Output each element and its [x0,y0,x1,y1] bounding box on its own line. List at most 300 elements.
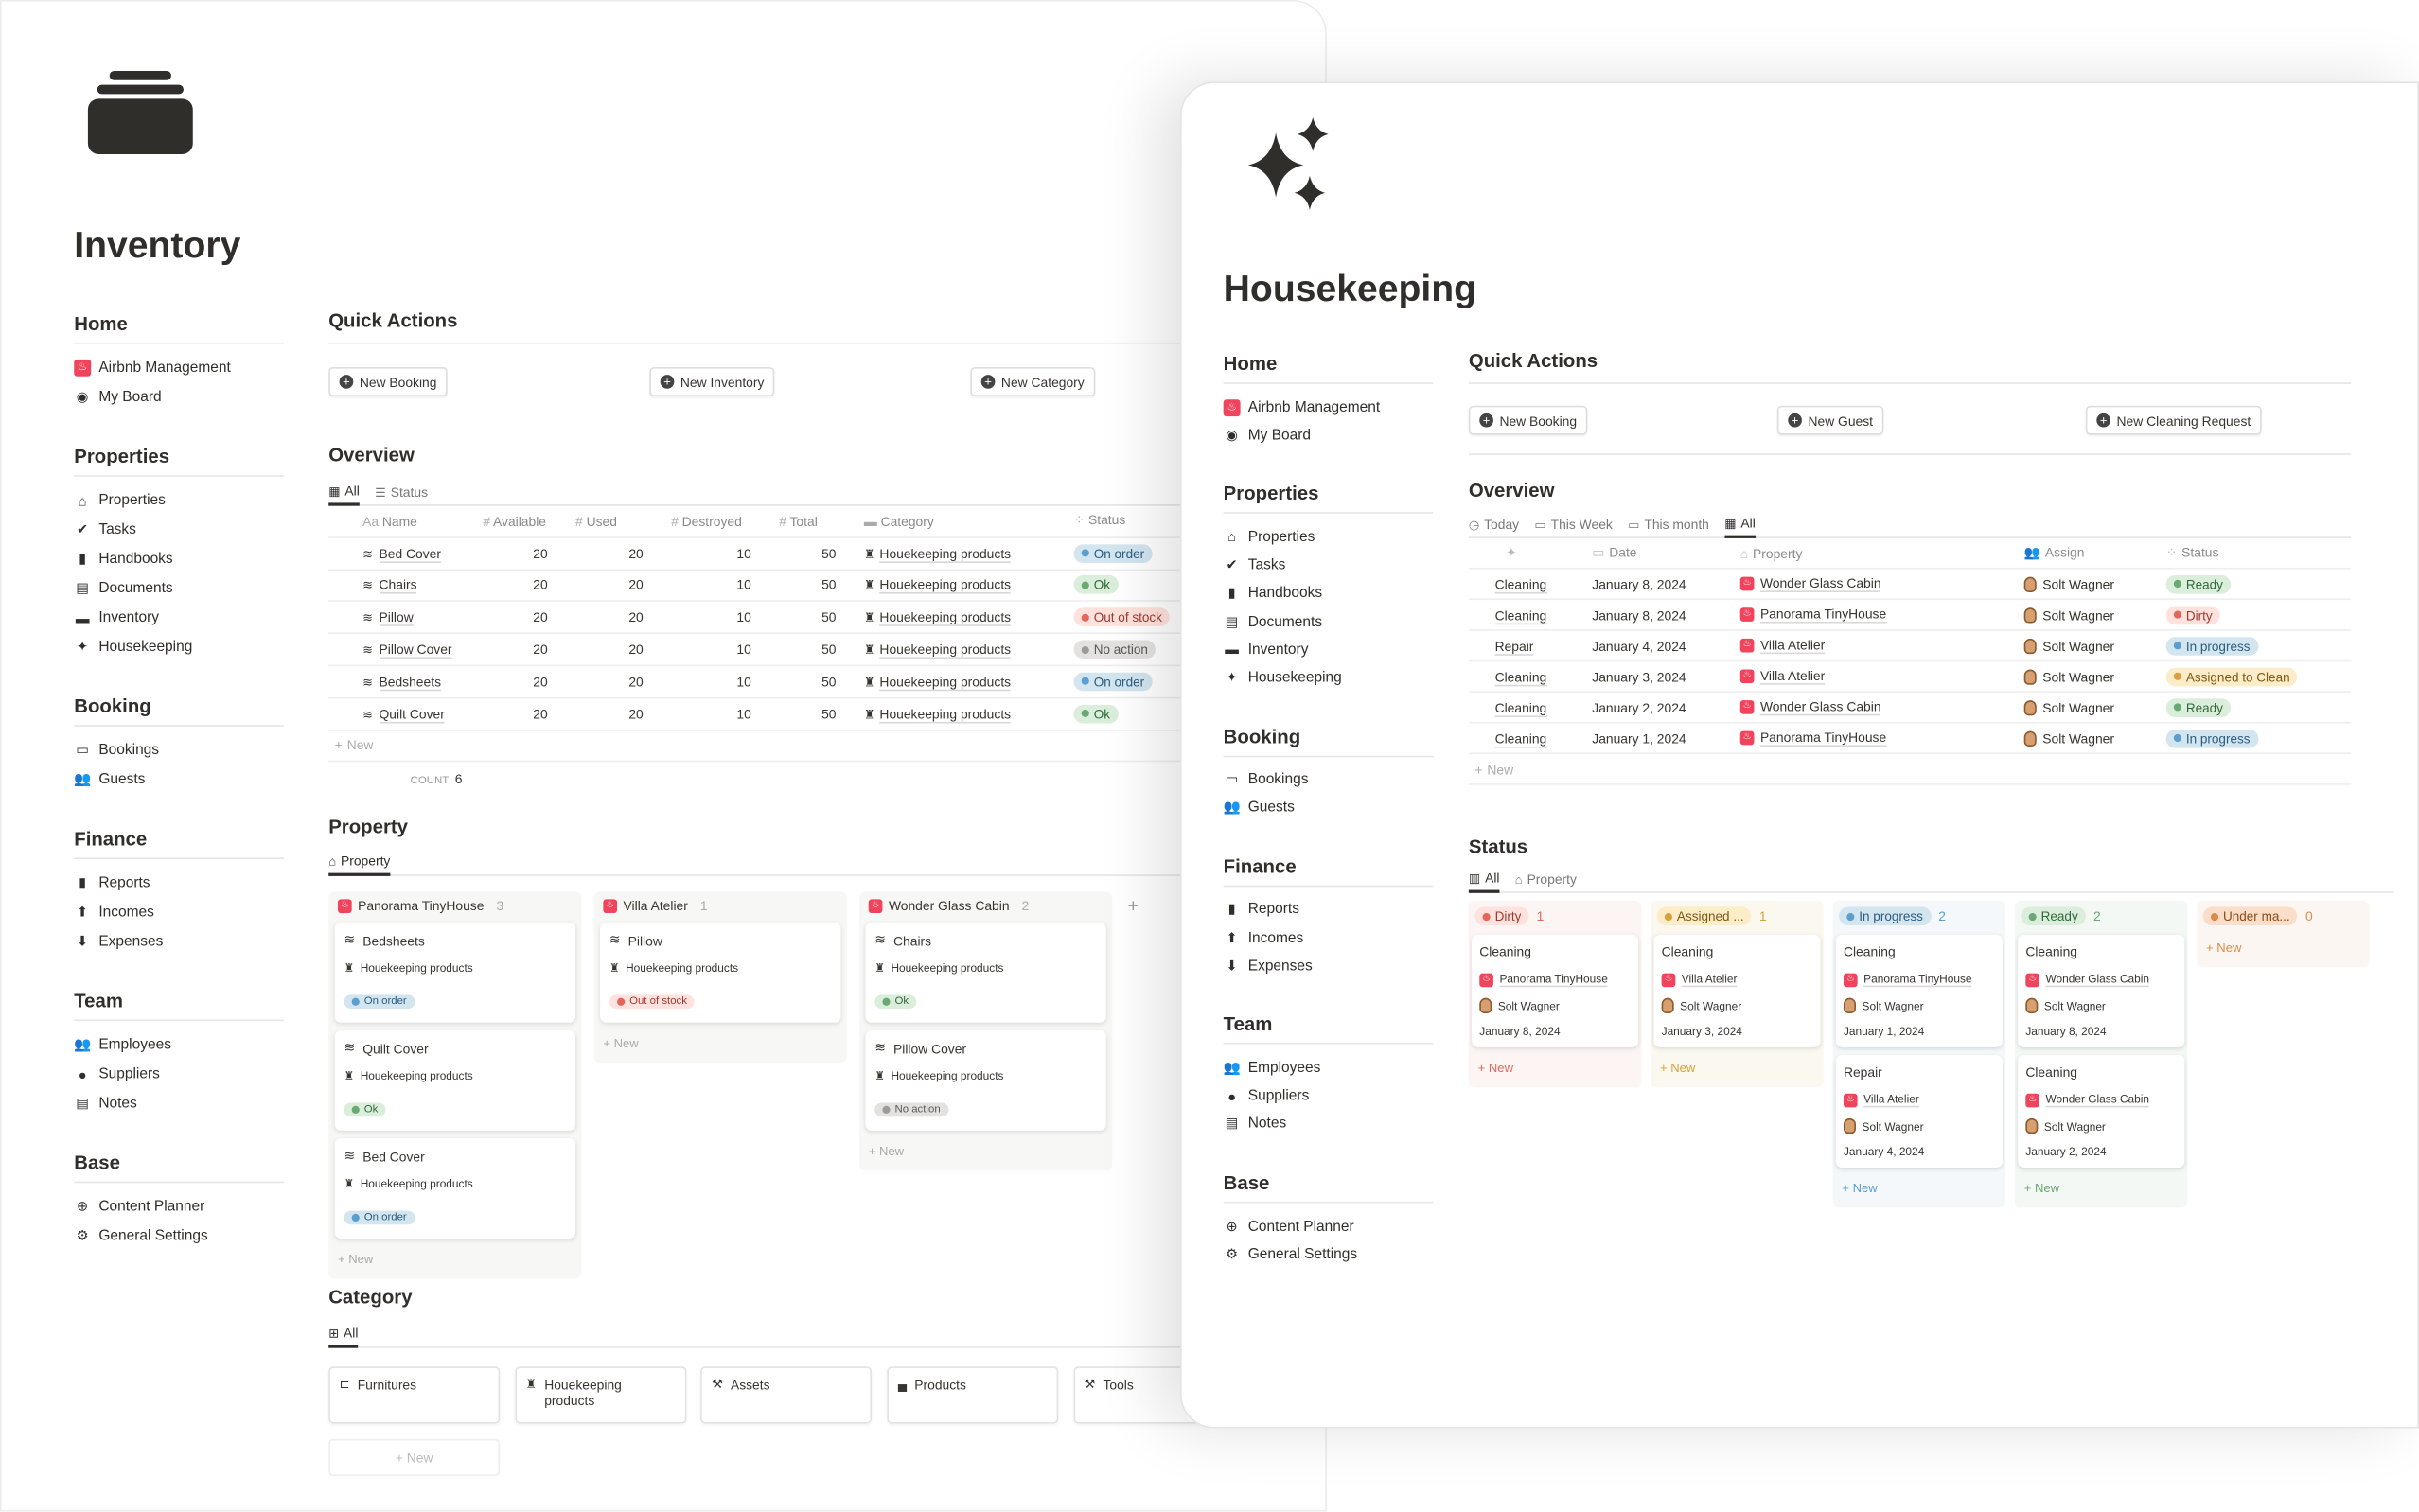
sidebar [1224,353,1434,1302]
sidebar-item-documents[interactable] [1224,607,1434,636]
tab-all[interactable] [1724,511,1756,537]
sidebar-item-suppliers[interactable] [74,1060,284,1089]
plus-icon: + [1842,1181,1853,1196]
card-date: January 3, 2024 [1661,1024,1742,1039]
sidebar-item-guests[interactable] [1224,794,1434,822]
section-title: Property [328,816,409,838]
status-badge [1074,704,1119,723]
table-row[interactable] [1469,631,2351,662]
status-dot [1082,582,1089,589]
group-count: 3 [496,897,504,914]
category-text: Houekeeping products [891,1068,1004,1083]
sidebar-heading: Team [74,991,284,1022]
new-label: New [1852,1181,1878,1196]
sidebar-item-label: Reports [1247,901,1299,919]
table-row[interactable] [328,666,1327,698]
card-category [874,1069,1097,1083]
status-label: On order [1093,674,1145,690]
card-title [874,1040,1097,1057]
assignee-name: Solt Wagner [1680,998,1742,1013]
cell-category[interactable] [845,609,1046,624]
view-tabs [1469,867,2394,893]
plus-circle-icon: + [1479,413,1493,428]
sidebar-item-incomes[interactable] [1224,924,1434,953]
tab-label: This Week [1550,517,1613,533]
cell-available: 20 [533,545,548,561]
sidebar-item-guests[interactable] [74,765,284,795]
sidebar-item-content-planner[interactable] [1224,1212,1434,1240]
cell-type[interactable] [1469,607,1592,622]
status-label: On order [363,996,407,1008]
section-title: Category [328,1286,413,1309]
column-header-status[interactable] [1046,513,1169,530]
sidebar-item-handbooks[interactable] [74,544,284,573]
grid-icon: ⊞ [328,1326,340,1340]
user-circle-icon: ◉ [76,388,89,405]
list-icon: ☰ [375,484,386,500]
new-card-button[interactable] [2197,935,2370,961]
cell-status [2166,667,2352,686]
cell-property[interactable] [1740,637,2024,654]
arrow-down-circle-icon: ⬇ [1226,958,1238,974]
new-card-button[interactable] [1469,1055,1642,1081]
sidebar-item-label: Employees [1247,1059,1321,1077]
table-row[interactable] [328,602,1327,634]
plus-icon: + [2206,941,2217,956]
stack-icon: ≋ [344,1039,356,1055]
cell-category[interactable] [845,706,1046,721]
avatar-icon [2025,1118,2038,1134]
type-text: Cleaning [1494,607,1547,623]
tab-label: This month [1644,517,1709,533]
sidebar-item-housekeeping[interactable] [1224,663,1434,692]
new-row-button[interactable] [1469,754,2351,785]
button-label: New Inventory [680,374,765,390]
group-count: 1 [699,897,708,914]
cell-destroyed: 10 [736,642,751,658]
board-card[interactable] [1836,935,2003,1047]
cell-category[interactable] [845,674,1046,689]
new-booking-button[interactable] [328,367,448,396]
section-title: Overview [1468,479,1555,501]
stack-icon: ≋ [344,1147,356,1164]
cell-category[interactable] [845,577,1046,592]
cell-name[interactable] [328,546,464,561]
category-card[interactable] [515,1366,686,1423]
table-row[interactable] [328,634,1327,666]
cell-type[interactable] [1469,576,1592,591]
plus-icon: + [2023,1181,2035,1196]
sidebar-item-expenses[interactable] [74,927,284,957]
column-header[interactable] [1592,544,1739,561]
sidebar-section [74,695,284,794]
sidebar-item-documents[interactable] [74,573,284,603]
board-card[interactable] [2018,1055,2184,1168]
column-header [1833,901,2006,935]
board-card[interactable] [1653,935,1820,1047]
board-column [2197,901,2370,967]
board-card[interactable] [1472,935,1638,1047]
cell-type[interactable] [1469,699,1592,714]
sidebar-section [74,446,284,661]
stack-icon: ≋ [609,931,621,947]
calendar-icon: ▭ [1534,517,1546,532]
count-value: 6 [454,771,463,787]
card-date: January 8, 2024 [2025,1024,2107,1039]
sidebar-section [74,991,284,1118]
sidebar-item-label: Suppliers [98,1065,160,1083]
tab-all[interactable] [1469,866,1500,892]
airbnb-icon: ♨ [1740,577,1755,591]
assignee-name: Solt Wagner [2042,575,2115,592]
new-card-button[interactable] [594,1030,847,1057]
globe-icon: ⊕ [1226,1218,1238,1234]
avatar-icon [1662,998,1674,1013]
sidebar-item-content-planner[interactable] [74,1192,284,1222]
sidebar-item-handbooks[interactable] [1224,580,1434,608]
column-header-available[interactable] [465,514,557,529]
status-label: Under ma... [2222,908,2290,924]
table-row[interactable] [328,570,1327,602]
sidebar-item-notes[interactable] [1224,1110,1434,1138]
cell-destroyed: 10 [736,609,751,625]
cleaning-icon: ♜ [874,960,885,976]
cell-name[interactable] [328,674,464,689]
sidebar-item-tasks[interactable] [74,515,284,544]
airbnb-icon: ♨ [1662,973,1676,987]
sidebar-item-airbnb-management[interactable] [74,353,284,382]
avatar-icon [1479,998,1492,1013]
sidebar-item-label: Housekeeping [1247,669,1342,687]
page-title: Inventory [74,224,241,268]
plus-icon: + [1477,1061,1489,1076]
status-dot [352,1214,360,1222]
tab-label: Property [340,853,391,869]
cell-total: 50 [821,545,837,561]
new-card-button[interactable] [859,1138,1112,1165]
cell-property[interactable] [1740,575,2024,592]
new-category-button[interactable] [328,1439,500,1476]
group-badge [1839,906,1931,925]
column-label: Category [880,513,934,529]
button-label: New Booking [359,374,437,390]
stack-icon: ≋ [874,1039,886,1055]
plus-icon: + [337,1252,349,1267]
cell-date: January 8, 2024 [1592,607,1686,623]
tab-status[interactable] [375,479,428,505]
board-card[interactable] [335,923,575,1023]
sidebar-item-properties[interactable] [1224,523,1434,552]
cell-name[interactable] [328,577,464,592]
table-row[interactable] [328,698,1327,730]
cell-status [2166,729,2352,747]
board-card[interactable] [335,1030,575,1131]
tab-label: All [344,483,360,499]
category-label: Houekeeping products [544,1377,622,1409]
status-badge [1074,608,1171,627]
sidebar-item-airbnb-management[interactable] [1224,394,1434,422]
column-type-icon: 👥 [2023,544,2040,560]
cell-used: 20 [628,609,644,625]
cell-name[interactable] [328,642,464,657]
cell-property[interactable] [1740,730,2024,747]
cell-category[interactable] [845,642,1046,657]
new-card-button[interactable] [2015,1175,2188,1202]
cell-total: 50 [821,706,837,722]
status-label: On order [363,1212,407,1223]
airbnb-icon: ♨ [1740,700,1755,714]
new-cleaning-request-button[interactable] [2086,406,2262,435]
status-board [1469,901,2394,1271]
table-row[interactable] [1469,570,2351,601]
new-card-button[interactable] [328,1246,581,1273]
sidebar-item-label: Properties [98,492,166,509]
card-property [1844,972,1995,987]
sidebar-item-my-board[interactable] [74,382,284,412]
table-row[interactable] [1469,724,2351,755]
plus-icon: + [334,737,343,754]
sidebar-item-incomes[interactable] [74,898,284,927]
board-card[interactable] [865,1030,1105,1131]
sidebar-section [1224,353,1434,449]
sidebar-item-general-settings[interactable] [74,1222,284,1251]
card-category [609,961,832,976]
table-row[interactable] [1469,661,2351,693]
cleaning-icon: ♜ [344,960,355,976]
sidebar-item-reports[interactable] [74,869,284,898]
cell-type[interactable] [1469,638,1592,653]
sidebar-item-employees[interactable] [1224,1054,1434,1082]
tab-all[interactable] [328,479,360,505]
property-link: Wonder Glass Cabin [1759,575,1881,591]
new-row-button[interactable] [328,730,1327,763]
section-title: Quick Actions [328,310,1327,344]
sidebar-item-my-board[interactable] [1224,421,1434,449]
property-link: Wonder Glass Cabin [2045,971,2150,986]
column-header-destroyed[interactable] [653,514,761,529]
cell-destroyed: 10 [736,545,751,561]
sidebar-section [1224,1014,1434,1138]
group-name: Wonder Glass Cabin [888,897,1010,914]
column-header [328,891,581,923]
column-header-total[interactable] [761,514,846,529]
board-card[interactable] [2018,935,2184,1047]
group-count: 1 [1536,908,1545,924]
column-header[interactable] [1469,544,1592,561]
card-date: January 8, 2024 [1479,1024,1561,1039]
table-icon: ▦ [328,483,341,498]
avatar-icon [2024,607,2037,622]
tab-this-week[interactable] [1534,511,1612,537]
card-property [2025,972,2177,987]
sidebar-item-label: Notes [1247,1116,1287,1134]
cell-assign [2024,699,2166,714]
property-section [328,850,1327,1292]
tab-property[interactable] [328,849,390,875]
cell-name[interactable] [328,609,464,624]
status-badge [344,1211,415,1225]
column-type-icon: # [779,513,790,529]
sidebar-item-expenses[interactable] [1224,952,1434,980]
table-row[interactable] [1469,693,2351,724]
new-inventory-button[interactable] [649,367,775,396]
new-booking-button[interactable] [1469,406,1588,435]
tab-this-month[interactable] [1628,511,1709,537]
status-label: Dirty [2185,607,2213,623]
tab-label: Property [1527,871,1577,888]
column-type-icon: # [671,513,682,529]
sidebar-section [74,1152,284,1251]
sidebar-item-bookings[interactable] [1224,765,1434,794]
board-card[interactable] [335,1138,575,1239]
card-category [344,1177,567,1191]
people-icon: 👥 [1223,1059,1241,1076]
cell-type[interactable] [1469,730,1592,746]
sidebar-item-inventory[interactable] [74,603,284,632]
cell-name[interactable] [328,706,464,721]
cell-property[interactable] [1740,698,2024,715]
new-category-button[interactable] [970,367,1095,396]
new-label: New [348,1252,374,1267]
status-label: Ready [2185,575,2223,592]
status-dot [882,998,890,1006]
cell-destroyed: 10 [736,674,751,690]
sidebar-item-properties[interactable] [74,485,284,515]
housekeeping-window [1180,81,2419,1428]
sidebar-item-reports[interactable] [1224,896,1434,924]
table-row[interactable] [328,538,1327,571]
view-tabs [328,1322,1327,1348]
status-badge [2166,667,2298,686]
status-label: No action [1093,642,1148,658]
cell-total: 50 [821,577,837,593]
column-header[interactable] [1740,545,2024,560]
column-header-category[interactable] [845,514,1046,529]
board-column [1651,901,1824,1087]
sidebar-heading: Finance [1224,856,1434,888]
new-label: New [613,1036,639,1051]
column-type-icon: ⌂ [1739,545,1749,561]
sidebar-section [74,313,284,412]
category-card[interactable] [887,1366,1058,1423]
category-text: Houekeeping products [891,960,1004,976]
count-label: COUNT [410,776,450,787]
assignee-name: Solt Wagner [2043,1118,2106,1134]
book-icon: ▮ [1227,585,1236,601]
sidebar-item-label: Expenses [1247,958,1313,975]
status-badge [874,1103,948,1117]
board-column [594,891,847,1063]
avatar-icon [2024,699,2037,714]
tab-all[interactable] [328,1321,358,1347]
tab-property[interactable] [1515,866,1577,892]
category-text: Houekeeping products [360,960,473,976]
quick-actions-section [328,310,1327,344]
status-badge [1074,641,1156,659]
cell-property[interactable] [1740,607,2024,624]
column-header[interactable] [2024,544,2166,561]
cleaning-icon: ♜ [344,1068,355,1083]
board-card[interactable] [1836,1055,2003,1168]
sidebar-item-tasks[interactable] [1224,552,1434,580]
new-guest-button[interactable] [1777,406,1884,435]
cleaning-icon: ♜ [863,579,875,593]
button-label: New Category [1000,374,1085,390]
property-link: Villa Atelier [1759,667,1826,684]
column-type-icon: ▬ [863,513,881,529]
page-title: Housekeeping [1223,268,1477,310]
sidebar-item-label: My Board [98,388,162,406]
column-header[interactable] [2166,544,2352,561]
cell-status [2166,606,2352,624]
assignee-name: Solt Wagner [2042,699,2115,715]
column-header-name[interactable] [328,514,464,529]
add-group-button[interactable]: + [1127,894,1139,917]
table-row[interactable] [1469,600,2351,631]
status-label: No action [894,1104,941,1116]
airbnb-icon: ♨ [1740,607,1755,622]
sidebar-item-general-settings[interactable] [1224,1240,1434,1269]
category-card[interactable] [328,1366,500,1423]
card-title: Cleaning [1843,943,1896,959]
sidebar-item-label: Documents [98,579,173,597]
cell-type[interactable] [1469,669,1592,684]
cell-destroyed: 10 [736,577,751,593]
sidebar-item-employees[interactable] [74,1030,284,1060]
item-name: Quilt Cover [379,706,445,722]
card-title [344,1148,567,1165]
card-name: Pillow Cover [893,1040,967,1056]
category-card[interactable] [701,1366,873,1423]
sofa-icon: ▄ [897,1377,908,1392]
board-card[interactable] [865,923,1105,1023]
house-icon: ⌂ [328,853,337,868]
status-dot [1082,550,1089,557]
card-title: Cleaning [2025,1064,2078,1081]
status-label: Ready [2185,699,2223,715]
bar-chart-icon: ▮ [79,874,87,890]
sidebar-item-bookings[interactable] [74,736,284,765]
column-header-used[interactable] [556,514,652,529]
new-label: New [346,737,374,754]
sidebar-item-inventory[interactable] [1224,636,1434,664]
sidebar-heading: Properties [74,446,284,477]
sidebar-item-label: Expenses [98,933,164,951]
column-label: Used [586,513,617,529]
new-card-button[interactable] [1651,1055,1824,1081]
cell-available: 20 [533,609,548,625]
cell-date: January 2, 2024 [1592,699,1686,715]
tab-today[interactable] [1469,511,1519,537]
cleaning-icon: ♜ [863,610,875,625]
cell-category[interactable] [845,546,1046,561]
cell-property[interactable] [1740,668,2024,685]
category-link: Houekeeping products [879,609,1012,625]
sidebar-item-suppliers[interactable] [1224,1082,1434,1111]
sidebar-item-housekeeping[interactable] [74,632,284,661]
status-dot [2174,734,2181,742]
new-card-button[interactable] [1833,1175,2006,1202]
board-card[interactable] [600,923,840,1023]
card-title [344,932,567,949]
gear-icon: ⚙ [1226,1245,1239,1262]
card-date: January 1, 2024 [1843,1024,1925,1039]
category-link: Houekeeping products [879,545,1012,561]
sidebar-item-label: Properties [1247,529,1315,547]
sidebar-item-notes[interactable] [74,1089,284,1118]
notes-icon: ▤ [1225,1116,1239,1132]
airbnb-icon: ♨ [1844,973,1858,987]
